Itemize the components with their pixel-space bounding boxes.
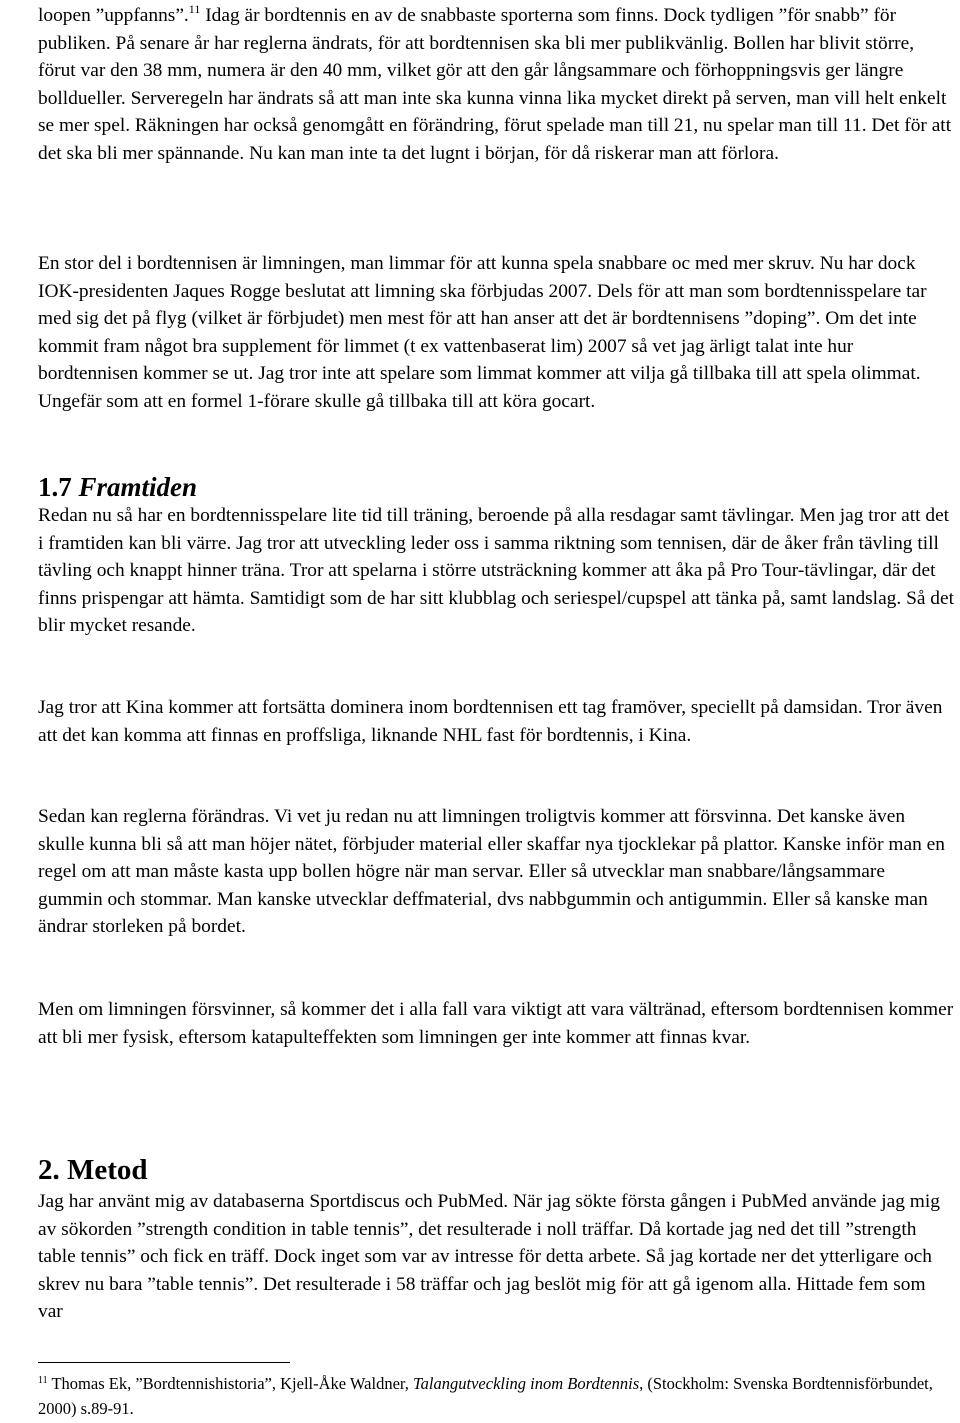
paragraph-training-time: Redan nu så har en bordtennisspelare lite tid till träning, beroende på alla resdagar samt tävlingar. Men jag tror att det i framtiden kan bli värre. Jag tror att utveckling leder oss i samma riktning som tennisen, där de åker från tävling till tävling och knappt hinner träna. Tror att spelarna i större utsträckning kommer att åka på Pro Tour-tävlingar, där det finns prispengar att hämta. Samtidigt som de har sitt klubblag och seriespel/cupspel att tänka på, samt landslag. Så det blir mycket resande. bbox=[38, 505, 954, 636]
section-heading-metod: 2. Metod bbox=[38, 1154, 148, 1186]
paragraph-text: loopen ”uppfanns”. bbox=[38, 5, 189, 26]
paragraph-method: Jag har använt mig av databaserna Sportdiscus och PubMed. När jag sökte första gången i PubMed använde jag mig av sökorden ”strength condition in table tennis”, det resulterade i noll träffar. Då kortade jag ned det till ”strength table tennis” och fick en träff. Dock inget som var av intresse för detta arbete. Så jag kortade ner det ytterligare och skrev nu bara ”table tennis”. Det resulterade i 58 träffar och jag beslöt mig för att gå igenom alla. Hittade fem som var bbox=[38, 1191, 940, 1322]
paragraph-china: Jag tror att Kina kommer att fortsätta dominera inom bordtennisen ett tag framöver, speciellt på damsidan. Tror även att det kan komma att finnas en proffsliga, liknande NHL fast för bordtennis, i Kina. bbox=[38, 697, 943, 746]
paragraph-rule-changes: Sedan kan reglerna förändras. Vi vet ju redan nu att limningen troligtvis kommer att försvinna. Det kanske även skulle kunna bli så att man höjer nätet, förbjuder material eller skaffar nya tjocklekar på plattor. Kanske inför man en regel om att man måste kasta upp bollen högre när man servar. Eller så utvecklar man snabbare/långsammare gummin och stommar. Man kanske utvecklar deffmaterial, dvs nabbgummin och antigummin. Eller så kanske man ändrar storleken på bordet. bbox=[38, 806, 945, 937]
paragraph-gluing: En stor del i bordtennisen är limningen, man limmar för att kunna spela snabbare oc med mer skruv. Nu har dock IOK-presidenten Jaques Rogge beslutat att limning ska förbjudas 2007. Dels för att man som bordtennisspelare tar med sig det på flyg (vilket är förbjudet) men mest för att han anser att det är bordtennisens ”doping”. Om det inte kommit fram något bra supplement för limmet (t ex vattenbaserat lim) 2007 så vet jag ärligt talat inte hur bordtennisen kommer se ut. Jag tror inte att spelare som limmat kommer att vilja gå tillbaka till att spela olimmat. Ungefär som att en formel 1-förare skulle gå tillbaka till att köra gocart. bbox=[38, 253, 927, 412]
section-title: Framtiden bbox=[78, 472, 198, 502]
footnote-reference: 11 bbox=[188, 2, 201, 16]
footnote-divider bbox=[38, 1362, 290, 1363]
footnote-text: Thomas Ek, ”Bordtennishistoria”, Kjell-Åke Waldner, bbox=[47, 1374, 414, 1393]
footnote-text: , (Stockholm: Svenska Bordtennisförbundet, 2000) s.89-91. bbox=[38, 1374, 933, 1418]
section-heading-framtiden bbox=[38, 470, 197, 504]
paragraph-table-tennis-rules bbox=[38, 2, 954, 167]
section-number: 1.7 bbox=[38, 472, 72, 502]
footnote bbox=[38, 1371, 954, 1421]
footnote-book-title: Talangutveckling inom Bordtennis bbox=[413, 1374, 640, 1393]
paragraph-fitness: Men om limningen försvinner, så kommer det i alla fall vara viktigt att vara vältränad, eftersom bordtennisen kommer att bli mer fysisk, eftersom katapulteffekten som limningen ger inte kommer att finnas kvar. bbox=[38, 999, 954, 1048]
footnote-marker: 11 bbox=[38, 1375, 48, 1386]
paragraph-text: Idag är bordtennis en av de snabbaste sporterna som finns. Dock tydligen ”för snabb” för publiken. På senare år har reglerna ändrats, för att bordtennisen ska bli mer publikvänlig. Bollen har blivit större, förut var den 38 mm, numera är den 40 mm, vilket gör att den går långsammare och förhoppningsvis ger längre bolldueller. Serveregeln har ändrats så att man inte ska kunna vinna lika mycket direkt på serven, man vill helt enkelt se mer spel. Räkningen har också genomgått en förändring, förut spelade man till 21, nu spelar man till 11. Det för att det ska bli mer spännande. Nu kan man inte ta det lugnt i början, för då riskerar man att förlora. bbox=[38, 5, 952, 164]
